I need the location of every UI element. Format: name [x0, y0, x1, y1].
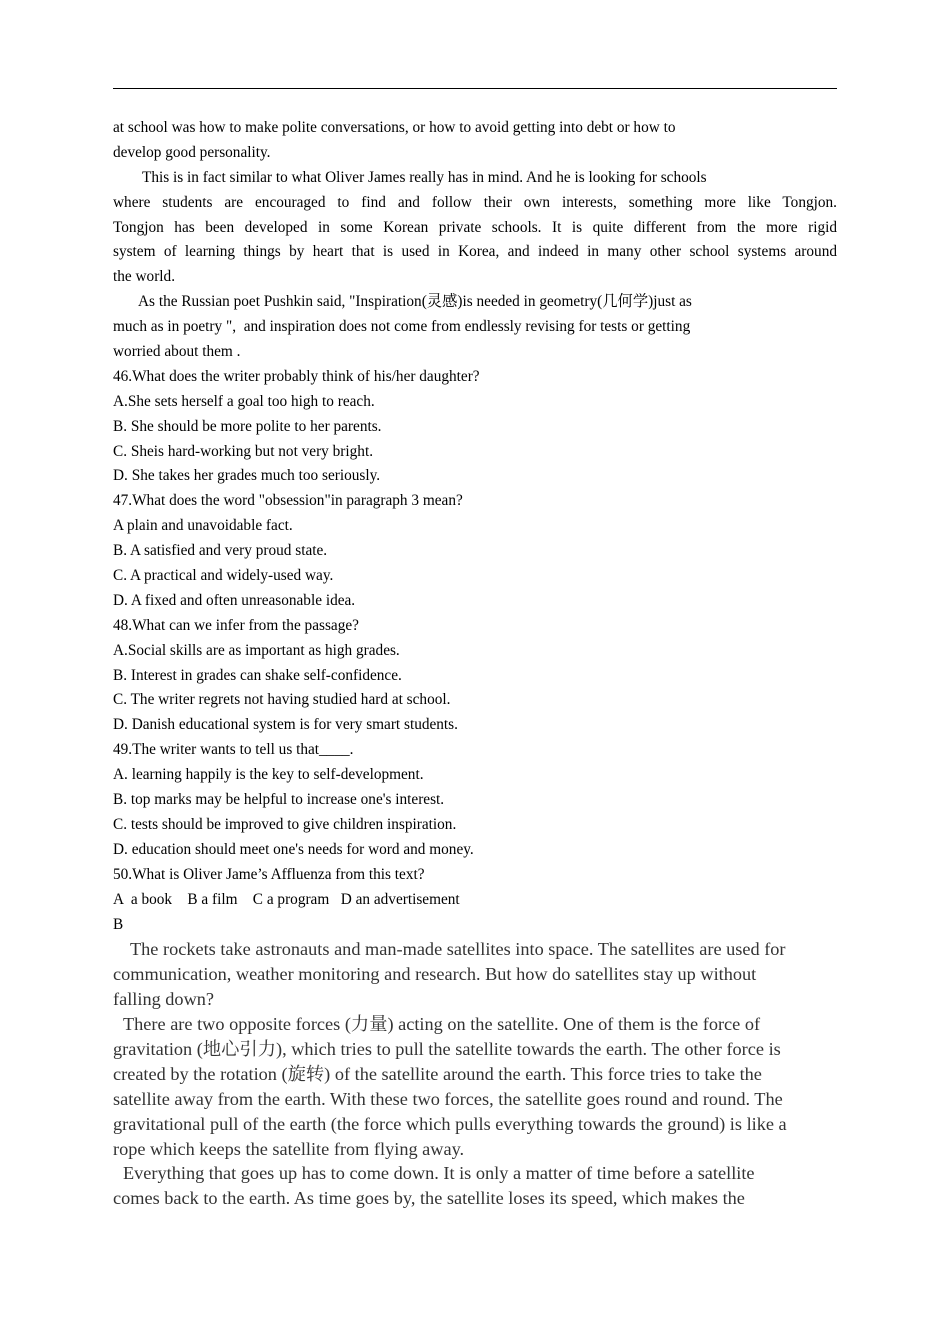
passage-a-line: worried about them . [113, 343, 241, 361]
passage-b-line: rope which keeps the satellite from flying away. [113, 1138, 465, 1159]
question-stem: 50.What is Oliver Jame’s Affluenza from this text? [113, 865, 425, 883]
question-option: B. Interest in grades can shake self-confidence. [113, 666, 402, 684]
passage-a-line: the world. [113, 268, 176, 286]
question-options-inline: A a book B a film C a program D an advertisement [113, 890, 460, 908]
question-option: D. Danish educational system is for very smart students. [113, 716, 458, 734]
passage-a-line: develop good personality. [113, 143, 271, 161]
passage-a-line: where students are encouraged to find and follow their own interests, something more like Tongjon. [113, 193, 837, 211]
passage-a-line: This is in fact similar to what Oliver James really has in mind. And he is looking for schools [142, 168, 707, 186]
question-option: A.Social skills are as important as high grades. [113, 641, 400, 659]
question-option: C. A practical and widely-used way. [113, 567, 334, 585]
question-option: A. learning happily is the key to self-development. [113, 766, 424, 784]
question-option: A plain and unavoidable fact. [113, 517, 293, 535]
question-option: B. A satisfied and very proud state. [113, 542, 328, 560]
question-option: C. The writer regrets not having studied hard at school. [113, 691, 451, 709]
question-option: B. She should be more polite to her parents. [113, 417, 382, 435]
question-stem: 47.What does the word "obsession"in paragraph 3 mean? [113, 492, 463, 510]
question-stem: 46.What does the writer probably think of his/her daughter? [113, 367, 480, 385]
question-option: D. education should meet one's needs for word and money. [113, 840, 474, 858]
question-option: C. tests should be improved to give children inspiration. [113, 815, 457, 833]
question-option: C. Sheis hard-working but not very bright. [113, 442, 374, 460]
passage-b-line: communication, weather monitoring and research. But how do satellites stay up without [113, 964, 757, 985]
question-stem: 49.The writer wants to tell us that____. [113, 741, 354, 759]
passage-b-line: created by the rotation (旋转) of the satellite around the earth. This force tries to take the [113, 1063, 762, 1084]
passage-a-line: Tongjon has been developed in some Korean private schools. It is quite different from the more rigid [113, 218, 837, 236]
passage-a-line: As the Russian poet Pushkin said, "Inspiration(灵感)is needed in geometry(几何学)just as [138, 293, 692, 311]
passage-a-line: much as in poetry ", and inspiration does not come from endlessly revising for tests or getting [113, 318, 691, 336]
question-option: D. She takes her grades much too seriously. [113, 467, 381, 485]
question-option: A.She sets herself a goal too high to reach. [113, 392, 375, 410]
question-option: B. top marks may be helpful to increase one's interest. [113, 791, 445, 809]
question-stem: 48.What can we infer from the passage? [113, 616, 359, 634]
passage-b-line: gravitation (地心引力), which tries to pull the satellite towards the earth. The other force is [113, 1038, 781, 1059]
passage-b-line: gravitational pull of the earth (the force which pulls everything towards the ground) is like a [113, 1113, 787, 1134]
passage-b-line: There are two opposite forces (力量) acting on the satellite. One of them is the force of [123, 1014, 761, 1035]
question-option: D. A fixed and often unreasonable idea. [113, 591, 356, 609]
header-rule [113, 88, 837, 89]
passage-b-line: The rockets take astronauts and man-made satellites into space. The satellites are used for [130, 939, 786, 960]
passage-a-line: system of learning things by heart that is used in Korea, and indeed in many other school systems around [113, 243, 837, 261]
passage-b-line: satellite away from the earth. With these two forces, the satellite goes round and round. The [113, 1088, 783, 1109]
passage-a-line: at school was how to make polite conversations, or how to avoid getting into debt or how to [113, 119, 676, 136]
document-body [113, 116, 837, 1211]
passage-b-line: comes back to the earth. As time goes by, the satellite loses its speed, which makes the [113, 1188, 745, 1209]
section-label: B [113, 915, 124, 933]
passage-b-line: falling down? [113, 989, 215, 1010]
passage-b-line: Everything that goes up has to come down. It is only a matter of time before a satellite [123, 1163, 755, 1184]
